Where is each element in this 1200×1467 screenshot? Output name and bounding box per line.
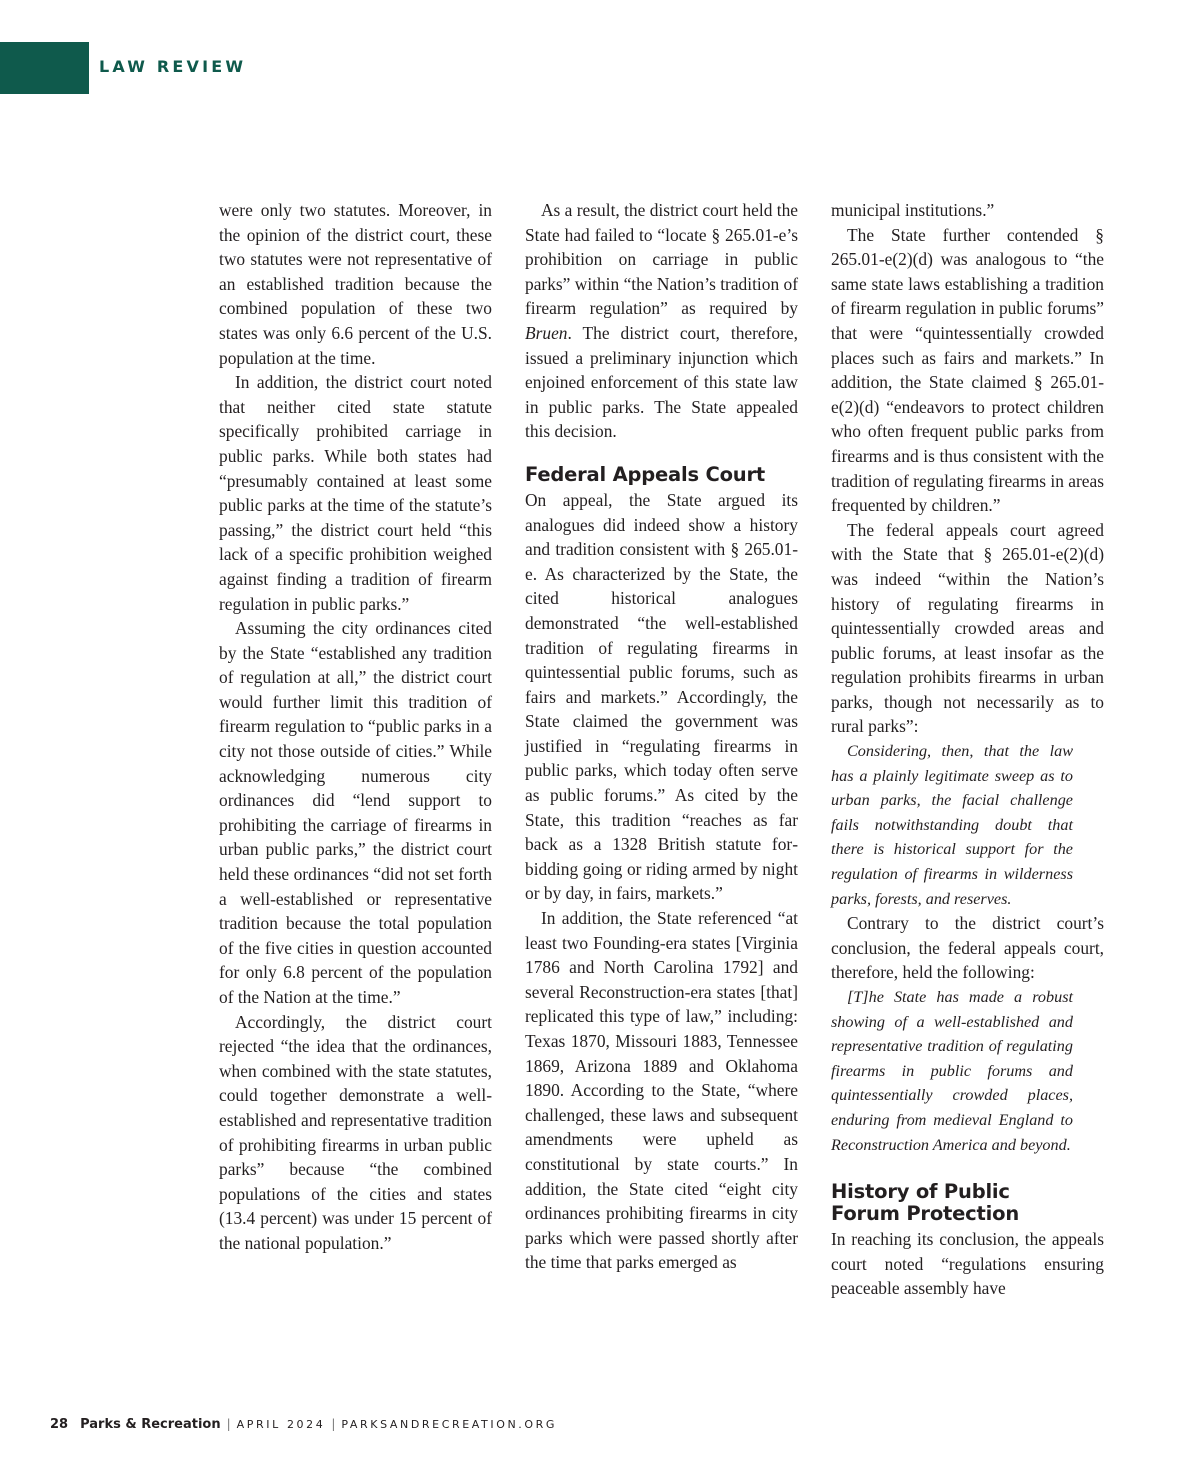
- text-column-1: [219, 198, 492, 1256]
- heading-line: Forum Protection: [831, 1202, 1020, 1226]
- issue-date: APRIL 2024: [236, 1418, 326, 1431]
- section-label: LAW REVIEW: [99, 57, 247, 76]
- paragraph: Accordingly, the district court rejected “the idea that the ordinances, when combined with the state statutes, could together demonstrate a well-established and representative tradition of prohibiting firearms in urban public parks” because “the combined populations of the cities and states (13.4 percent) was under 15 percent of the national population.”: [219, 1011, 492, 1253]
- paragraph: The federal appeals court agreed with the State that § 265.01-e(2)(d) was indeed “within the Nation’s history of regulating firearms in quintessentially crowded areas and public forums, at least insofar as the regulation prohibits firearms in urban parks, though not necessarily as to rural parks”:: [831, 519, 1104, 737]
- header-accent-bar: [0, 42, 89, 94]
- paragraph: In addition, the district court noted that neither cited state statute specifically prohibited carriage in public parks. While both states had “presumably contained at least some public parks at the time of the statute’s passing,” the district court held “this lack of a specific prohibition weighed against finding a tradition of firearm regulation in public parks.”: [219, 372, 492, 614]
- paragraph: Assuming the city ordinances cited by the State “established any tradition of regulation at all,” the district court would further limit this tradition of firearm regulation to “public parks in a city not those outside of cities.” While acknowledging numerous city ordinances did “lend support to prohibiting the carriage of firearms in urban public parks,” the district court held these ordinances “did not set forth a well-established or representative tradition because the total population of the five cities in question accounted for only 6.8 percent of the population of the Nation at the time.”: [219, 618, 492, 1007]
- text-column-3: [831, 198, 1104, 1301]
- text-column-2: [525, 198, 798, 1275]
- block-quote: [T]he State has made a robust showing of a well-established and representative tradition of regulating firearms in public forums and quintessentially crowded places, enduring from medieval England to Reconstruction America and beyond.: [831, 988, 1073, 1154]
- section-heading: [831, 1181, 1104, 1225]
- paragraph-text: . The district court, therefore, issued a preliminary injunction which enjoined enforcement of this state law in public parks. The State appealed this decision.: [525, 322, 798, 442]
- paragraph: The State further contended § 265.01-e(2)(d) was analogous to “the same state laws establishing a tradition of firearm regulation in public forums” that were “quintessentially crowded places such as fairs and markets.” In addition, the State claimed § 265.01-e(2)(d) “endeavors to protect children who often frequent public parks from firearms and is thus consistent with the tradition of regulating firearms in areas frequented by children.”: [831, 224, 1104, 516]
- heading-line: History of Public: [831, 1180, 1010, 1204]
- paragraph: In reaching its conclusion, the appeals court noted “regulations ensuring peaceable assembly have: [831, 1229, 1104, 1299]
- block-quote: Considering, then, that the law has a plainly legitimate sweep as to urban parks, the facial challenge fails notwithstanding doubt that there is historical support for the regulation of firearms in wilderness parks, forests, and reserves.: [831, 742, 1073, 908]
- magazine-title: Parks & Recreation: [80, 1417, 221, 1432]
- footer-separator: |: [331, 1417, 336, 1431]
- page-number: 28: [50, 1417, 69, 1432]
- paragraph: were only two statutes. Moreover, in the opinion of the district court, these two statutes were not representative of an established tradition because the combined population of these two states was only 6.6 percent of the U.S. population at the time.: [219, 200, 492, 368]
- paragraph: On appeal, the State argued its analogues did indeed show a history and tradition consistent with § 265.01-e. As characterized by the State, the cited historical analogues demonstrated “the well-established tradition of regulating firearms in quintessential public forums, such as fairs and markets.” Accordingly, the State claimed the government was justified in “regulating firearms in public parks, which today often serve as public forums.” As cited by the State, this tradition “reaches as far back as a 1328 British statute forbidding going or riding armed by night or by day, in fairs, markets.”: [525, 489, 798, 904]
- website: PARKSANDRECREATION.ORG: [341, 1418, 558, 1431]
- paragraph: [525, 198, 798, 444]
- paragraph-text: As a result, the district court held the State had failed to “locate § 265.01-e’s prohibition on carriage in public parks” within “the Nation’s tradition of firearm regulation” as required by: [525, 200, 798, 319]
- paragraph: municipal institutions.”: [831, 200, 995, 220]
- case-name: Bruen: [525, 322, 568, 343]
- paragraph: In addition, the State referenced “at least two Founding-era states [Virginia 1786 and North Carolina 1792] and several Reconstruction-era states [that] replicated this type of law,” including: Texas 1870, Missouri 1883, Tennessee 1869, Arizona 1889 and Oklahoma 1890. According to the State, “where challenged, these laws and subsequent amendments were upheld as constitutional by state courts.” In addition, the State cited “eight city ordinances prohibiting firearms in city parks which were passed shortly after the time that parks emerged as: [525, 908, 798, 1273]
- section-heading: Federal Appeals Court: [525, 462, 765, 486]
- page-footer: [50, 1417, 557, 1432]
- footer-separator: |: [226, 1417, 231, 1431]
- paragraph: Contrary to the district court’s conclusion, the federal appeals court, therefore, held the following:: [831, 913, 1104, 983]
